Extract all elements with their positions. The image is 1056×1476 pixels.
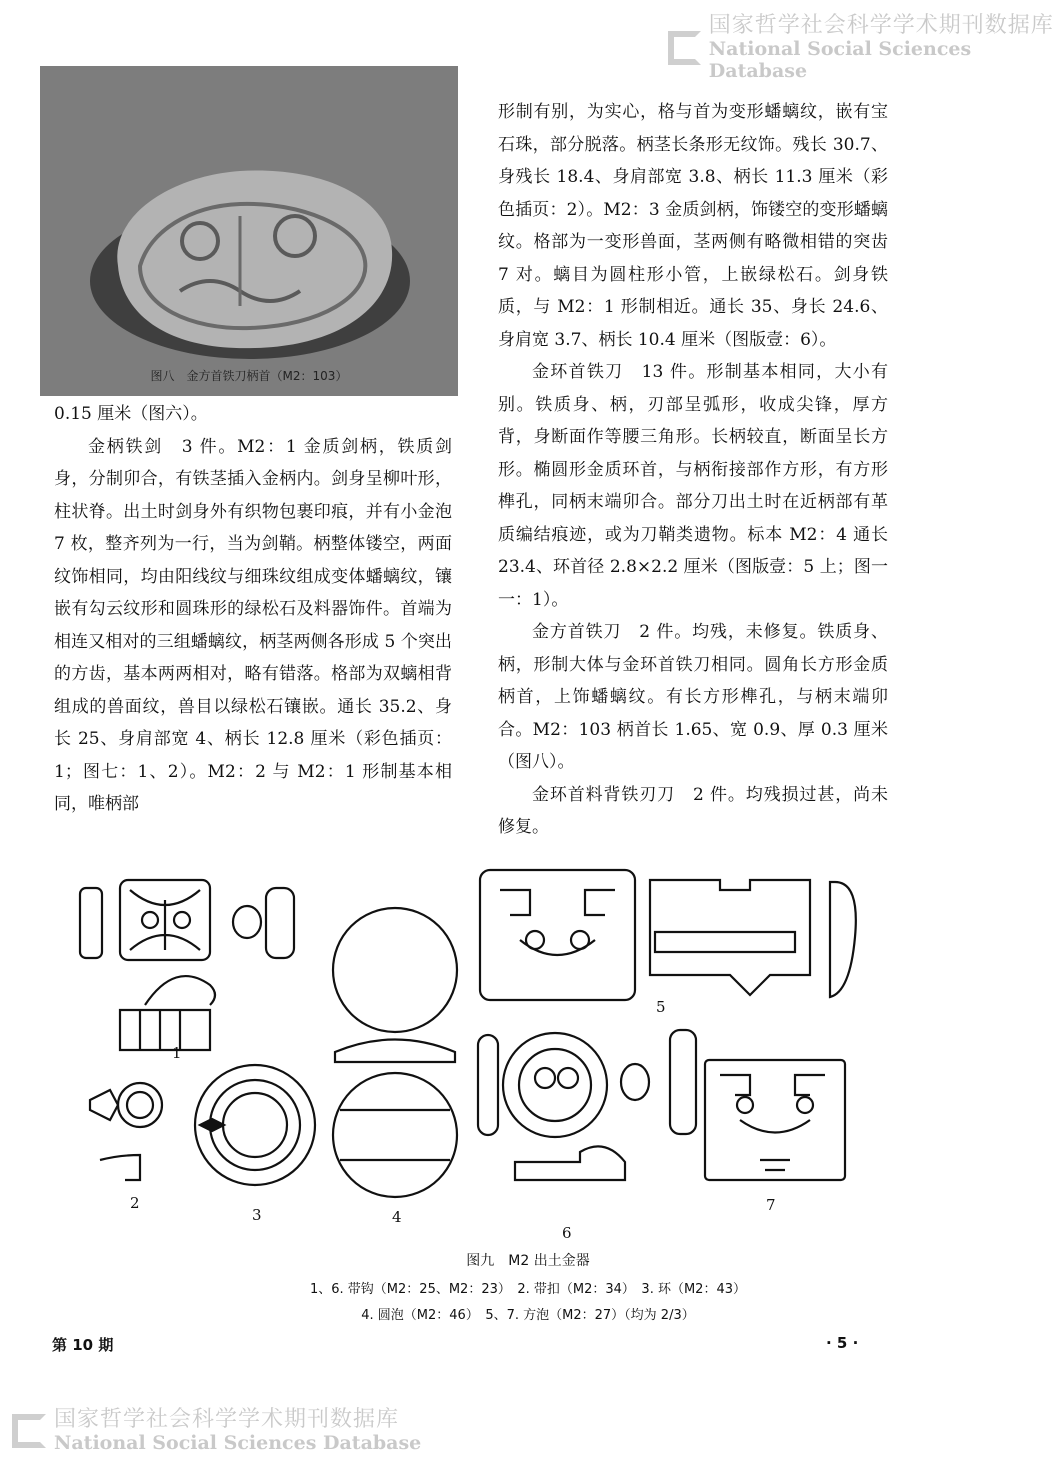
- right-column: [498, 96, 888, 844]
- paragraph: 金环首料背铁刃刀 2 件。均残损过甚，尚未修复。: [498, 784, 888, 837]
- belt-hook-side-drawing: [80, 888, 102, 958]
- figure-label: 3: [252, 1206, 262, 1224]
- figure-label: 5: [656, 998, 666, 1016]
- watermark-en: National Social Sciences Database: [54, 1432, 422, 1454]
- issue-number: 第 10 期: [52, 1336, 114, 1354]
- paragraph: 金柄铁剑 3 件。M2：1 金质剑柄，铁质剑身，分制卯合，有铁茎插入金柄内。剑身呈柳叶形，柱状脊。出土时剑身外有织物包裹印痕，并有小金泡 7 枚，整齐列为一行，当为剑鞘。柄整体镂空，两面纹饰相同，均由阳线纹与细珠纹组成变体蟠螭纹，镶嵌有勾云纹形和圆珠形的绿松石及料器饰件。首端为相连又相对的三组蟠螭纹，柄茎两侧各形成 5 个突出的方齿，基本两两相对，略有错落。格部为双螭相背组成的兽面纹，兽目以绿松石镶嵌。通长 35.2、身长 25、身肩部宽 4、柄长 12.8 厘米（彩色插页：1；图七：1、2）。M2：2 与 M2：1 形制基本相同，唯柄部: [54, 436, 452, 814]
- figure-8-photo: [40, 66, 458, 396]
- figure-label: 4: [392, 1208, 402, 1226]
- square-plaque-drawing: [705, 1060, 845, 1180]
- square-boss-back-drawing: [650, 880, 810, 995]
- figure-label: 1: [172, 1044, 182, 1062]
- figure-9-title: 图九 M2 出土金器: [466, 1253, 590, 1269]
- database-logo-icon: [668, 31, 701, 65]
- figure-9-caption-line1: 1、6. 带钩（M2：25、M2：23） 2. 带扣（M2：34） 3. 环（M2：43）: [310, 1282, 746, 1297]
- paragraph: 形制有别，为实心，格与首为变形蟠螭纹，嵌有宝石珠，部分脱落。柄茎长条形无纹饰。残长 30.7、身残长 18.4、身肩部宽 3.8、柄长 11.3 厘米（彩色插页：2）。M2：3 金质剑柄，饰镂空的变形蟠螭纹。格部为一变形兽面，茎两侧有略微相错的突齿 7 对。螭目为圆柱形小管，上嵌绿松石。剑身铁质，与 M2：1 形制相近。通长 35、身长 24.6、身肩宽 3.7、柄长 10.4 厘米（图版壹：6）。: [498, 102, 888, 350]
- figure-label: 6: [562, 1224, 572, 1240]
- watermark-top: [668, 14, 1056, 82]
- figure-9-caption-line2: 4. 圆泡（M2：46） 5、7. 方泡（M2：27）（均为 2/3）: [361, 1308, 695, 1323]
- figure-label: 2: [130, 1194, 140, 1212]
- figure-8-caption: 图八 金方首铁刀柄首（M2：103）: [150, 369, 348, 383]
- watermark-cn: 国家哲学社会科学学术期刊数据库: [708, 13, 1054, 38]
- left-column: [54, 398, 452, 821]
- figure-label: 7: [766, 1196, 776, 1214]
- figure-9-drawings: [60, 860, 870, 1240]
- database-logo-icon: [12, 1414, 46, 1448]
- page-number: · 5 ·: [826, 1334, 859, 1352]
- watermark-en: National Social Sciences Database: [708, 38, 972, 82]
- gold-hilt-photo: [40, 66, 458, 396]
- paragraph: 金环首铁刀 13 件。形制基本相同，大小有别。铁质身、柄，刃部呈弧形，收成尖锋，厚方背，身断面作等腰三角形。长柄较直，断面呈长方形。椭圆形金质环首，与柄衔接部作方形，有方形榫孔，同柄末端卯合。部分刀出土时在近柄部有革质编结痕迹，或为刀鞘类遗物。标本 M2：4 通长 23.4、环首径 2.8×2.2 厘米（图版壹：5 上；图一一：1）。: [498, 362, 888, 610]
- paragraph: 金方首铁刀 2 件。均残，未修复。铁质身、柄，形制大体与金环首铁刀相同。圆角长方形金质柄首，上饰蟠螭纹。有长方形榫孔，与柄末端卯合。M2：103 柄首长 1.65、宽 0.9、厚 0.3 厘米（图八）。: [498, 622, 888, 772]
- watermark-bottom: [12, 1408, 421, 1454]
- paragraph: 0.15 厘米（图六）。: [54, 404, 208, 424]
- round-boss-drawing: [333, 908, 457, 1032]
- watermark-cn: 国家哲学社会科学学术期刊数据库: [54, 1407, 400, 1432]
